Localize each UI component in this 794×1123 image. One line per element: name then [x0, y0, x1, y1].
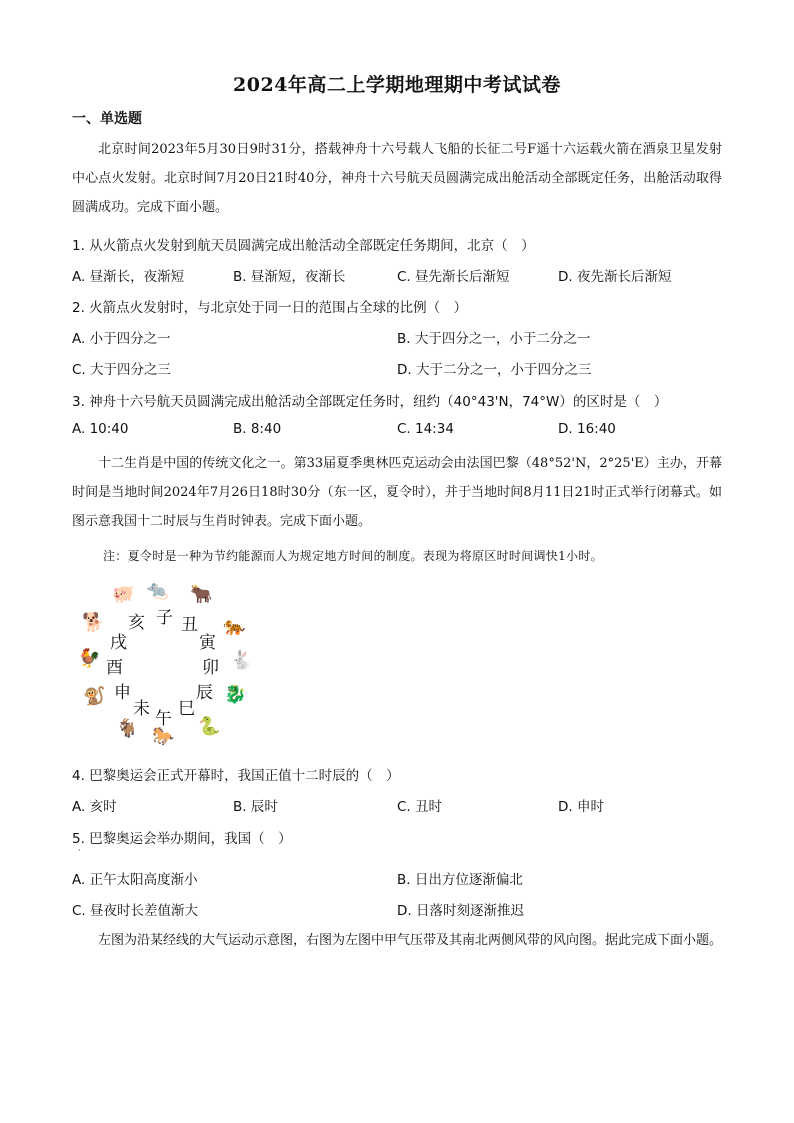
question-5-stem: 5. 巴黎奥运会举办期间，我国（ ） [72, 831, 292, 847]
question-2-option-b[interactable]: B. 大于四分之一，小于二分之一 [397, 331, 591, 347]
question-3-option-c[interactable]: C. 14:34 [397, 421, 454, 437]
question-3-option-b[interactable]: B. 8:40 [233, 421, 282, 437]
question-4-option-c[interactable]: C. 丑时 [397, 799, 443, 815]
question-2-stem: 2. 火箭点火发射时，与北京处于同一日的范围占全球的比例（ ） [72, 300, 468, 316]
question-2-option-d[interactable]: D. 大于二分之一，小于四分之三 [397, 362, 592, 378]
rat-icon: 🐀 [146, 580, 169, 601]
question-4-option-b[interactable]: B. 辰时 [233, 799, 278, 815]
monkey-icon: 🐒 [83, 686, 106, 707]
question-4-stem: 4. 巴黎奥运会正式开幕时，我国正值十二时辰的（ ） [72, 768, 400, 784]
branch-yin: 寅 [199, 633, 216, 653]
branch-you: 酉 [106, 658, 123, 678]
question-1-option-d[interactable]: D. 夜先渐长后渐短 [558, 269, 672, 285]
rooster-icon: 🐓 [78, 648, 101, 669]
page-title: 2024年高二上学期地理期中考试试卷 [233, 74, 561, 96]
question-5-option-b[interactable]: B. 日出方位逐渐偏北 [397, 872, 523, 888]
question-1-option-b[interactable]: B. 昼渐短，夜渐长 [233, 269, 346, 285]
dog-icon: 🐕 [82, 612, 105, 633]
tiger-icon: 🐅 [223, 616, 246, 637]
question-3-option-a[interactable]: A. 10:40 [72, 421, 129, 437]
question-5-option-a[interactable]: A. 正午太阳高度渐小 [72, 872, 198, 888]
zodiac-clock-figure [78, 578, 258, 750]
section-heading: 一、单选题 [72, 111, 142, 127]
question-5-option-c[interactable]: C. 昼夜时长差值渐大 [72, 903, 199, 919]
question-1-option-a[interactable]: A. 昼渐长，夜渐短 [72, 269, 185, 285]
passage-3: 左图为沿某经线的大气运动示意图，右图为左图中甲气压带及其南北两侧风带的风向图。据此完成下面小题。 [98, 933, 723, 948]
goat-icon: 🐐 [116, 718, 139, 739]
branch-wei: 未 [133, 699, 150, 719]
branch-si: 巳 [178, 699, 195, 719]
question-3-stem: 3. 神舟十六号航天员圆满完成出舱活动全部既定任务时，纽约（40°43'N，74°W）的区时是（ ） [72, 394, 668, 410]
question-4-option-a[interactable]: A. 亥时 [72, 799, 117, 815]
branch-chou: 丑 [181, 615, 198, 635]
horse-icon: 🐎 [152, 726, 175, 747]
branch-wu: 午 [155, 709, 172, 729]
passage-2: 十二生肖是中国的传统文化之一。第33届夏季奥林匹克运动会由法国巴黎（48°52'N，2°25'E）主办，开幕时间是当地时间2024年7月26日18时30分（东一区，夏令时），并于当地时间8月11日21时正式举行闭幕式。如图示意我国十二时辰与生肖时钟表。完成下面小题。 [72, 456, 722, 529]
branch-shen: 申 [114, 683, 131, 703]
stray-mark: · [78, 846, 81, 855]
branch-chen: 辰 [196, 683, 213, 703]
rabbit-icon: 🐇 [230, 650, 253, 671]
ox-icon: 🐂 [190, 584, 213, 605]
question-3-option-d[interactable]: D. 16:40 [558, 421, 616, 437]
daylight-saving-note: 注：夏令时是一种为节约能源而人为规定地方时间的制度。表现为将原区时时间调快1小时。 [103, 549, 603, 563]
branch-hai: 亥 [128, 613, 145, 633]
question-1-option-c[interactable]: C. 昼先渐长后渐短 [397, 269, 510, 285]
question-5-option-d[interactable]: D. 日落时刻逐渐推迟 [397, 903, 524, 919]
snake-icon: 🐍 [198, 716, 221, 737]
passage-1: 北京时间2023年5月30日9时31分，搭载神舟十六号载人飞船的长征二号F遥十六运载火箭在酒泉卫星发射中心点火发射。北京时间7月20日21时40分，神舟十六号航天员圆满完成出舱活动全部既定任务，出舱活动取得圆满成功。完成下面小题。 [72, 142, 722, 215]
question-2-option-a[interactable]: A. 小于四分之一 [72, 331, 171, 347]
question-1-stem: 1. 从火箭点火发射到航天员圆满完成出舱活动全部既定任务期间，北京（ ） [72, 238, 535, 254]
pig-icon: 🐖 [112, 584, 135, 605]
branch-mao: 卯 [202, 658, 219, 678]
question-2-option-c[interactable]: C. 大于四分之三 [72, 362, 172, 378]
dragon-icon: 🐉 [224, 684, 247, 705]
branch-zi: 子 [156, 608, 173, 628]
branch-xu: 戌 [110, 633, 127, 653]
question-4-option-d[interactable]: D. 申时 [558, 799, 604, 815]
